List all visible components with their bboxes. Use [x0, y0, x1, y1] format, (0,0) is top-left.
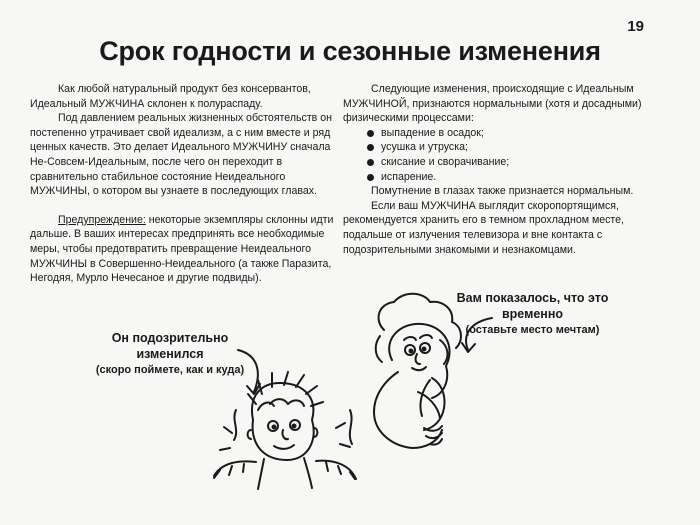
caption-main: Он подозрительно изменился: [111, 331, 229, 361]
woman-figure: [374, 294, 461, 448]
list-item: выпадение в осадок;: [367, 126, 643, 141]
warning-label: Предупреждение:: [58, 213, 146, 226]
paragraph: Помутнение в глазах также признается нормальным.: [371, 185, 634, 198]
paragraph: Если ваш МУЖЧИНА выглядит скоропортящимся, рекомендуется хранить его в темном прохладном месте, подальше от излучения телевизора и вне контакта с подозрительными знакомыми и незнакомцами.: [343, 199, 624, 256]
caption-sub: (оставьте место мечтам): [465, 324, 600, 336]
page-title: Срок годности и сезонные изменения: [99, 36, 601, 66]
list-item: скисание и сворачивание;: [367, 155, 643, 170]
arrow-right: [466, 318, 492, 350]
arrowhead-right: [462, 343, 475, 352]
list-item: усушка и утруска;: [367, 140, 643, 155]
paragraph: Под давлением реальных жизненных обстоятельств он постепенно утрачивает свой идеализм, а с ним вместе и ряд ценных качеств. Это делает Идеального МУЖЧИНУ сначала Не-Совсем-Идеальным, после чего он переходит в сравнительно стабильное состояние Неидеального МУЖЧИНЫ, о котором вы узнаете в последующих главах.: [30, 112, 332, 198]
warning-text: некоторые экземпляры склонны идти дальше. В ваших интересах предпринять все необходимые меры, чтобы предотвратить превращение Неидеального МУЖЧИНЫ в Совершенно-Неидеального (а также Паразита, Негодяя, Мурло Нечесаное и другие подвиды).: [30, 213, 334, 285]
caption-sub: (скоро поймете, как и куда): [95, 364, 245, 376]
list-item: испарение.: [367, 170, 643, 185]
page-number: 19: [627, 18, 644, 35]
caption-main: Вам показалось, что это временно: [456, 291, 609, 321]
paragraph: Как любой натуральный продукт без консервантов, Идеальный МУЖЧИНА склонен к полураспаду.: [30, 83, 311, 110]
paragraph: Следующие изменения, происходящие с Идеальным МУЖЧИНОЙ, признаются нормальными (хотя и досадными) физическими процессами:: [343, 83, 642, 125]
